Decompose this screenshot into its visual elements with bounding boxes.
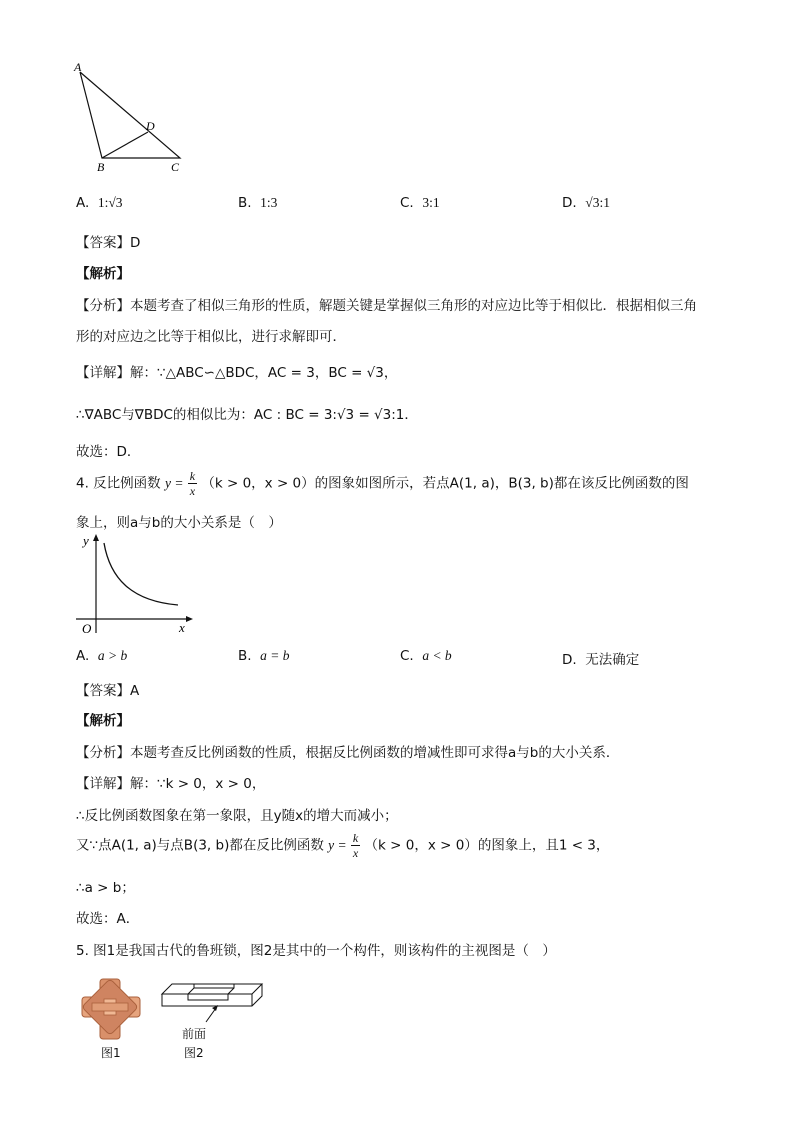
axis-label-y: y	[83, 533, 89, 548]
q3-option-d[interactable]: D. √3:1	[562, 195, 610, 211]
q4-detail-fraction: $\frac{k}{x}$	[352, 831, 359, 860]
q3-analysis-line1: 【分析】本题考查了相似三角形的性质，解题关键是掌握似三角形的对应边比等于相似比．根据相似三角	[76, 298, 697, 314]
q4-option-c[interactable]: C. a < b	[400, 648, 452, 664]
q3-option-b[interactable]: B. 1:3	[238, 195, 278, 211]
q3-option-c[interactable]: C. 3:1	[400, 195, 440, 211]
axis-label-x: x	[179, 620, 185, 635]
q4-stem-line2: 象上，则a与b的大小关系是（ ）	[76, 515, 282, 531]
q3-detail-line1: 【详解】解：∵△ABC∽△BDC，AC = 3，BC = √3，	[76, 365, 398, 381]
q4-detail-line3: 又∵点A(1, a)与点B(3, b)都在反比例函数 y = $\frac{k}{x}$ （k > 0，x > 0）的图象上，且1 < 3，	[76, 831, 610, 860]
label-D: D	[146, 119, 155, 133]
q4-detail-line2: ∴反比例函数图象在第一象限，且y随x的增大而减小；	[76, 808, 398, 824]
origin-label: O	[82, 621, 92, 636]
q3-choose: 故选：D．	[76, 444, 141, 460]
fig1-caption: 图1	[101, 1046, 121, 1060]
q5-stem: 5. 图1是我国古代的鲁班锁，图2是其中的一个构件，则该构件的主视图是（ ）	[76, 943, 556, 959]
q4-option-d[interactable]: D. 无法确定	[562, 652, 640, 668]
q4-jiexi-heading: 【解析】	[76, 713, 130, 729]
label-C: C	[171, 160, 180, 174]
q4-stem-line1: 4. 反比例函数 y = $\frac{k}{x}$ （k > 0，x > 0）的图象如图所示，若点A(1, a)，B(3, b)都在该反比例函数的图	[76, 469, 689, 498]
q4-analysis: 【分析】本题考查反比例函数的性质，根据反比例函数的增减性即可求得a与b的大小关系．	[76, 745, 620, 761]
q4-option-a[interactable]: A. a > b	[76, 648, 128, 664]
label-B: B	[97, 160, 105, 174]
q3-analysis-line2: 形的对应边之比等于相似比，进行求解即可．	[76, 329, 346, 345]
q3-answer: 【答案】D	[76, 235, 141, 251]
q3-option-a[interactable]: A. 1:√3	[76, 195, 123, 211]
q3-jiexi-heading: 【解析】	[76, 266, 130, 282]
q4-answer: 【答案】A	[76, 683, 140, 699]
triangle-figure	[70, 60, 190, 178]
label-A: A	[74, 60, 82, 74]
q4-detail-line4: ∴a > b；	[76, 880, 135, 896]
luban-lock-image	[78, 975, 144, 1043]
hyperbola-graph	[76, 533, 196, 639]
fig2-caption: 图2	[184, 1046, 204, 1060]
component-drawing	[158, 980, 266, 1026]
q4-option-b[interactable]: B. a = b	[238, 648, 290, 664]
q4-fraction: $\frac{k}{x}$	[189, 469, 196, 498]
front-label: 前面	[182, 1027, 207, 1041]
q4-choose: 故选：A．	[76, 911, 140, 927]
q4-detail-line1: 【详解】解：∵k > 0，x > 0，	[76, 776, 266, 792]
q3-detail-line2: ∴∇ABC与∇BDC的相似比为：AC : BC = 3:√3 = √3:1．	[76, 407, 418, 423]
